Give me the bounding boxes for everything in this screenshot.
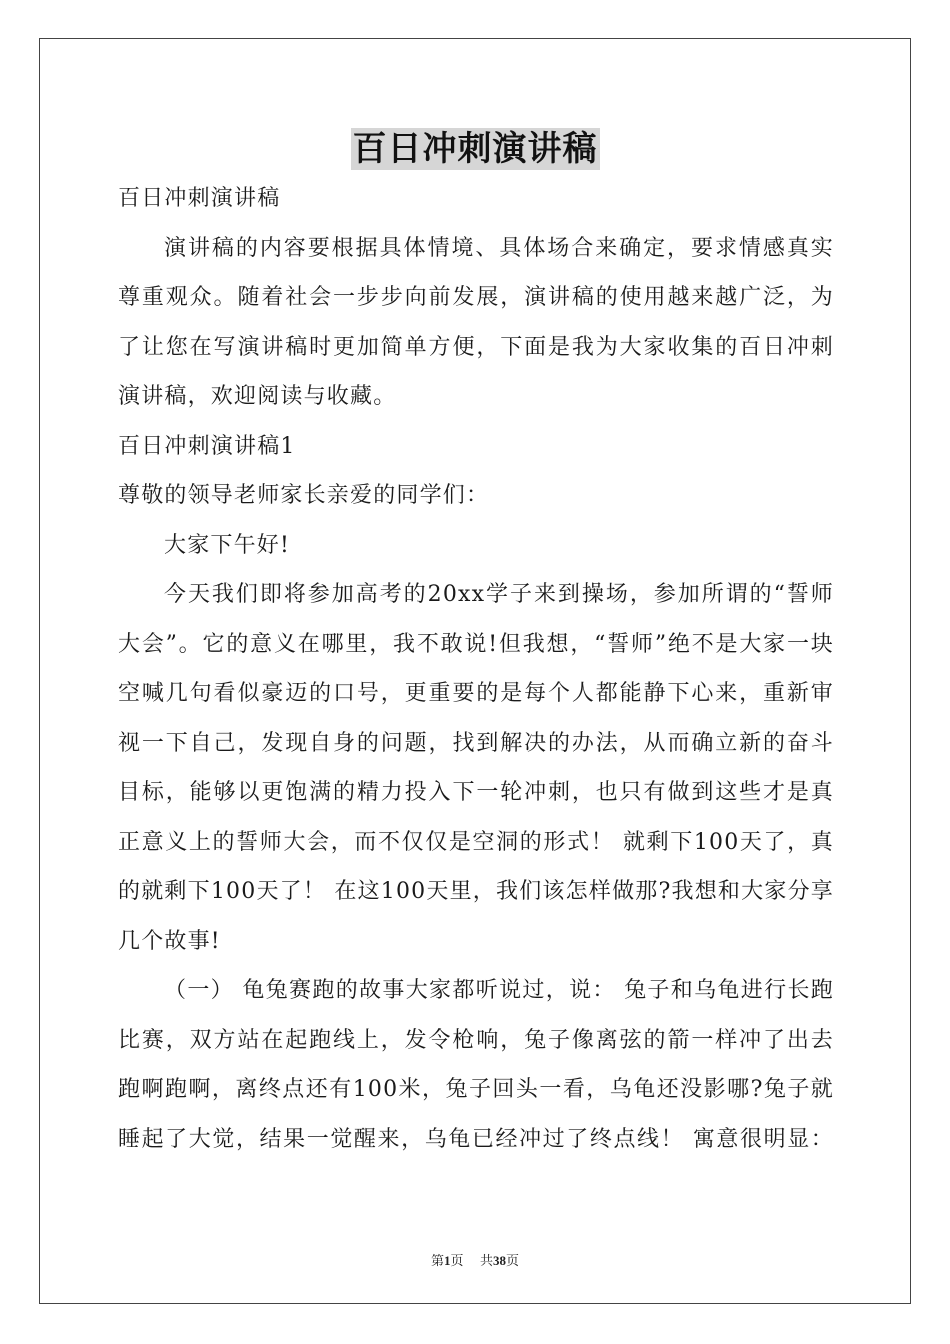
total-prefix: 共 (480, 1254, 494, 1269)
salutation-paragraph: 尊敬的领导老师家长亲爱的同学们： (118, 483, 490, 508)
document-title (0, 128, 950, 170)
body-paragraph: 今天我们即将参加高考的20xx学子来到操场，参加所谓的“誓师大会”。它的意义在哪里，我不敢说!但我想，“誓师”绝不是大家一块空喊几句看似豪迈的口号，更重要的是每个人都能静下心来，重新审视一下自己，发现自身的问题，找到解决的办法，从而确立新的奋斗目标，能够以更饱满的精力投入下一轮冲刺，也只有做到这些才是真正意义上的誓师大会，而不仅仅是空洞的形式！ 就剩下100天了，真的就剩下100天了！ 在这100天里，我们该怎样做那?我想和大家分享几个故事! (118, 582, 834, 954)
greeting-paragraph: 大家下午好! (164, 532, 291, 558)
total-pages: 38 (493, 1253, 507, 1268)
story-paragraph: （一） 龟兔赛跑的故事大家都听说过，说： 兔子和乌龟进行长跑比赛，双方站在起跑线上，发令枪响，兔子像离弦的箭一样冲了出去跑啊跑啊，离终点还有100米，兔子回头一看，乌龟还没影哪?兔子就睡起了大觉，结果一觉醒来，乌龟已经冲过了终点线！ 寓意很明显： (118, 978, 834, 1152)
page-number: 1 (443, 1253, 451, 1268)
page-unit: 页 (450, 1254, 464, 1269)
document-title-text: 百日冲刺演讲稿 (352, 129, 598, 169)
intro-paragraph: 演讲稿的内容要根据具体情境、具体场合来确定，要求情感真实尊重观众。随着社会一步步向前发展，演讲稿的使用越来越广泛，为了让您在写演讲稿时更加简单方便，下面是我为大家收集的百日冲刺演讲稿，欢迎阅读与收藏。 (118, 235, 834, 409)
subtitle-paragraph: 百日冲刺演讲稿 (118, 186, 281, 211)
section-heading: 百日冲刺演讲稿1 (118, 433, 296, 459)
page-footer (0, 1250, 950, 1269)
page-prefix: 第 (430, 1254, 444, 1269)
total-unit: 页 (506, 1254, 520, 1269)
document-body (118, 174, 834, 1164)
